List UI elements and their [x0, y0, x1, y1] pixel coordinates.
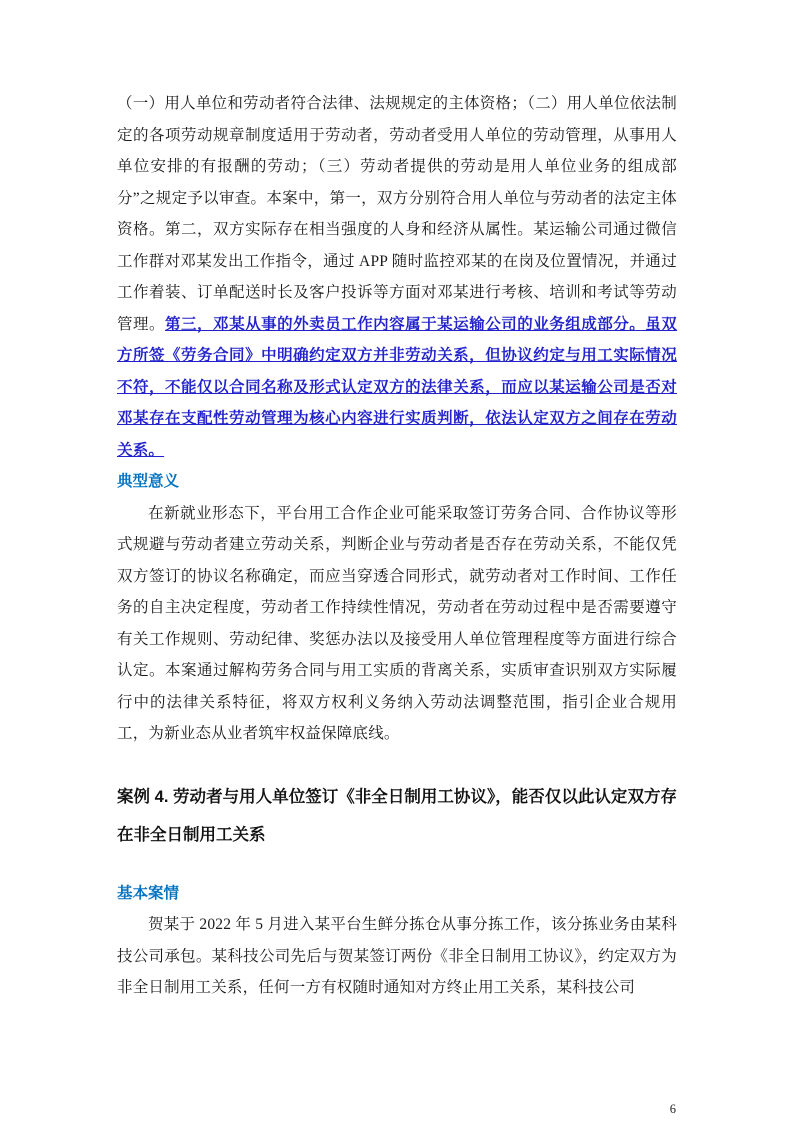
page-content [117, 88, 677, 1004]
case3-analysis-plain-text: （一）用人单位和劳动者符合法律、法规规定的主体资格；（二）用人单位依法制定的各项劳动规章制度适用于劳动者，劳动者受用人单位的劳动管理，从事用人单位安排的有报酬的劳动；（三）劳动者提供的劳动是用人单位业务的组成部分”之规定予以审查。本案中，第一，双方分别符合用人单位与劳动者的法定主体资格。第二，双方实际存在相当强度的人身和经济从属性。某运输公司通过微信工作群对邓某发出工作指令，通过 APP 随时监控邓某的在岗及位置情况，并通过工作着装、订单配送时长及客户投诉等方面对邓某进行考核、培训和考试等劳动管理。 [117, 95, 677, 333]
case4-facts-paragraph: 贺某于 2022 年 5 月进入某平台生鲜分拣仓从事分拣工作，该分拣业务由某科技公司承包。某科技公司先后与贺某签订两份《非全日制用工协议》，约定双方为非全日制用工关系，任何一方有权随时通知对方终止用工关系，某科技公司 [117, 916, 677, 996]
case4-title: 案例 4. 劳动者与用人单位签订《非全日制用工协议》，能否仅以此认定双方存在非全日制用工关系 [117, 787, 677, 844]
page-number: 6 [669, 1102, 676, 1116]
case3-analysis-emphasized-text: 第三，邓某从事的外卖员工作内容属于某运输公司的业务组成部分。虽双方所签《劳务合同》中明确约定双方并非劳动关系，但协议约定与用工实际情况不符，不能仅以合同名称及形式认定双方的法律关系，而应以某运输公司是否对邓某存在支配性劳动管理为核心内容进行实质判断，依法认定双方之间存在劳动关系。 [117, 315, 677, 459]
case3-significance-heading: 典型意义 [117, 473, 180, 490]
case3-significance-paragraph: 在新就业形态下，平台用工合作企业可能采取签订劳务合同、合作协议等形式规避与劳动者建立劳动关系，判断企业与劳动者是否存在劳动关系，不能仅凭双方签订的协议名称确定，而应当穿透合同形式，就劳动者对工作时间、工作任务的自主决定程度，劳动者工作持续性情况，劳动者在劳动过程中是否需要遵守有关工作规则、劳动纪律、奖惩办法以及接受用人单位管理程度等方面进行综合认定。本案通过解构劳务合同与用工实质的背离关系，实质审查识别双方实际履行中的法律关系特征，将双方权利义务纳入劳动法调整范围，指引企业合规用工，为新业态从业者筑牢权益保障底线。 [117, 504, 677, 742]
case4-facts-heading: 基本案情 [117, 884, 180, 902]
case3-court-analysis-paragraph [117, 88, 677, 466]
